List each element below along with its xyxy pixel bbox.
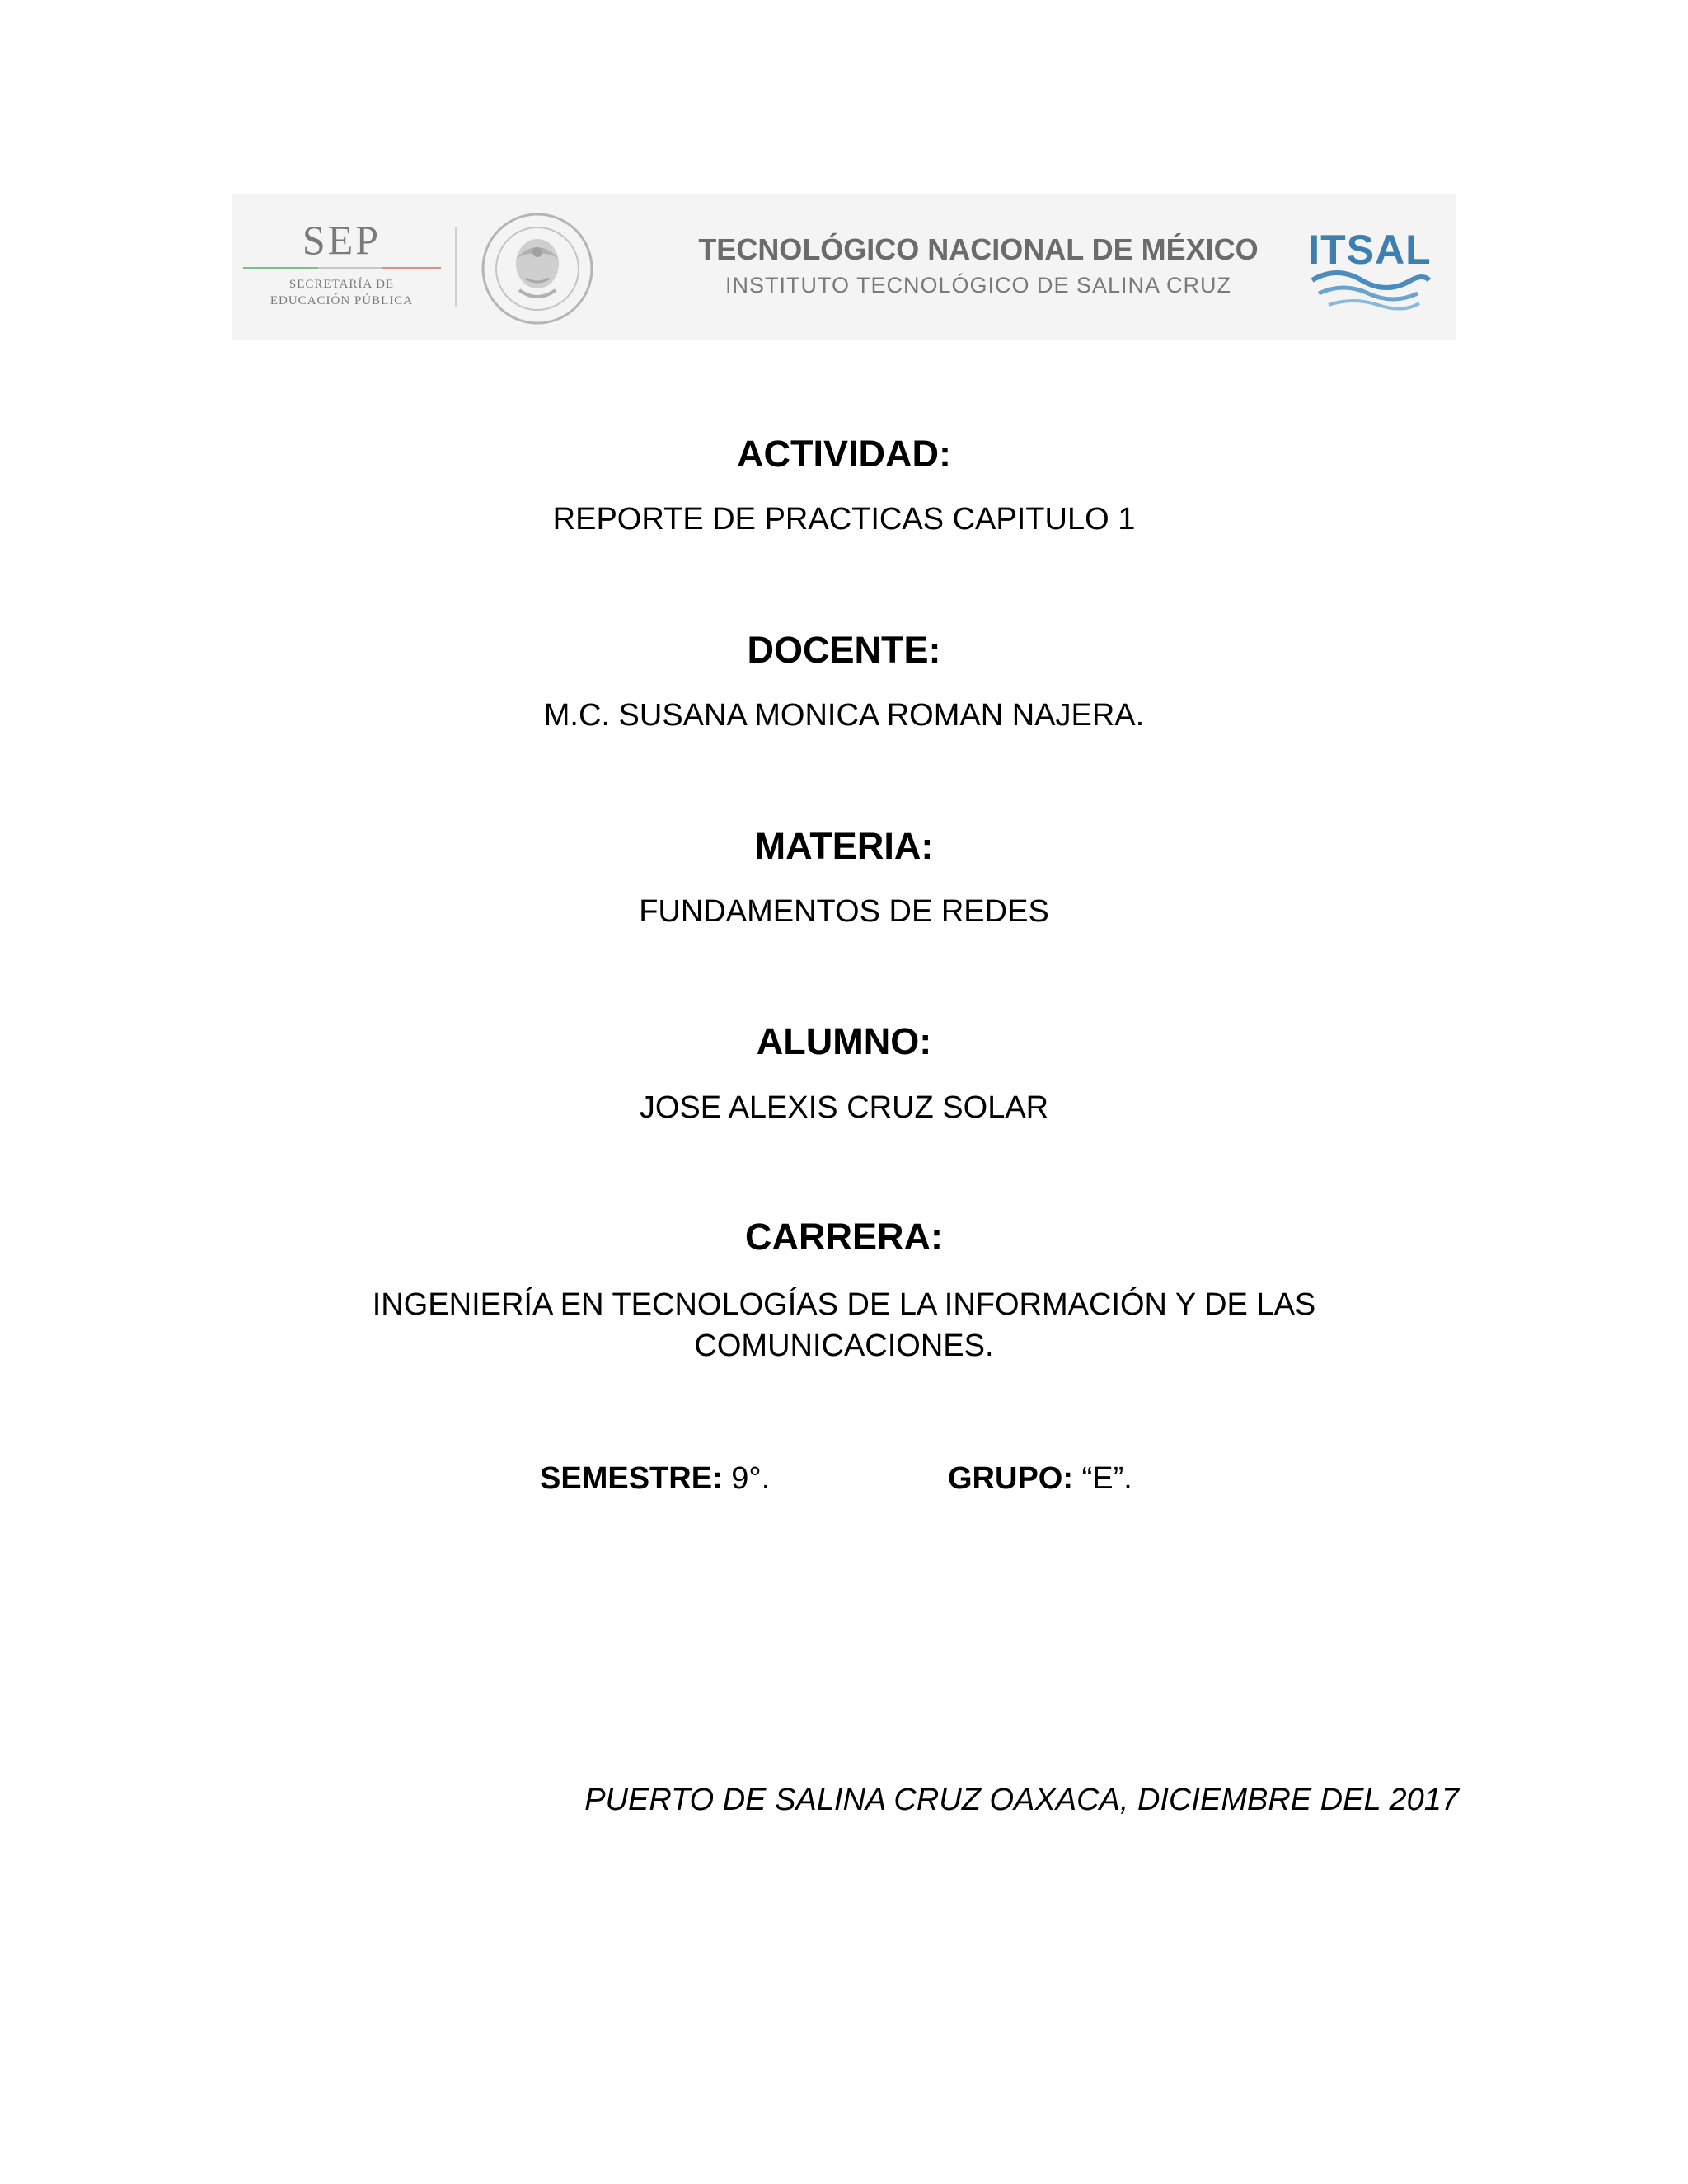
- carrera-value: [313, 1284, 1375, 1366]
- footer-place-date: PUERTO DE SALINA CRUZ OAXACA, DICIEMBRE DEL 2017: [584, 1783, 1459, 1817]
- sep-logo-rule: [243, 267, 441, 269]
- grupo-value: “E”.: [1081, 1461, 1132, 1496]
- institution-subtitle: INSTITUTO TECNOLÓGICO DE SALINA CRUZ: [724, 273, 1232, 298]
- actividad-value: REPORTE DE PRACTICAS CAPITULO 1: [552, 502, 1136, 537]
- itsal-logo: [1304, 213, 1436, 320]
- semestre-value: 9°.: [731, 1461, 771, 1496]
- institution-title: TECNOLÓGICO NACIONAL DE MÉXICO: [698, 232, 1259, 266]
- header-divider: [455, 227, 457, 307]
- carrera-value-line2: COMUNICACIONES.: [694, 1329, 994, 1363]
- sep-logo-line2: EDUCACIÓN PÚBLICA: [270, 294, 414, 307]
- grupo-label: GRUPO:: [948, 1461, 1073, 1496]
- grupo: [948, 1459, 1132, 1498]
- alumno-heading: ALUMNO:: [756, 1020, 932, 1062]
- sep-logo-line1: SECRETARÍA DE: [288, 278, 395, 291]
- materia-value: FUNDAMENTOS DE REDES: [639, 894, 1049, 929]
- semestre-label: SEMESTRE:: [540, 1461, 723, 1496]
- alumno-value: JOSE ALEXIS CRUZ SOLAR: [639, 1090, 1049, 1125]
- header-banner: [232, 194, 1456, 340]
- sep-logo: [232, 218, 451, 316]
- carrera-value-line1: INGENIERÍA EN TECNOLOGÍAS DE LA INFORMACIÓN Y DE LAS: [372, 1287, 1316, 1322]
- carrera-heading: CARRERA:: [745, 1216, 943, 1258]
- materia-heading: MATERIA:: [754, 825, 934, 867]
- docente-value: M.C. SUSANA MONICA ROMAN NAJERA.: [543, 698, 1145, 733]
- wave-logo-icon: [1312, 273, 1429, 288]
- docente-heading: DOCENTE:: [747, 629, 941, 671]
- semestre: [540, 1459, 770, 1498]
- itsal-logo-text: ITSAL: [1308, 227, 1432, 273]
- actividad-heading: ACTIVIDAD:: [737, 433, 951, 475]
- mexican-seal-icon: [480, 211, 595, 326]
- sep-logo-word: SEP: [302, 217, 382, 263]
